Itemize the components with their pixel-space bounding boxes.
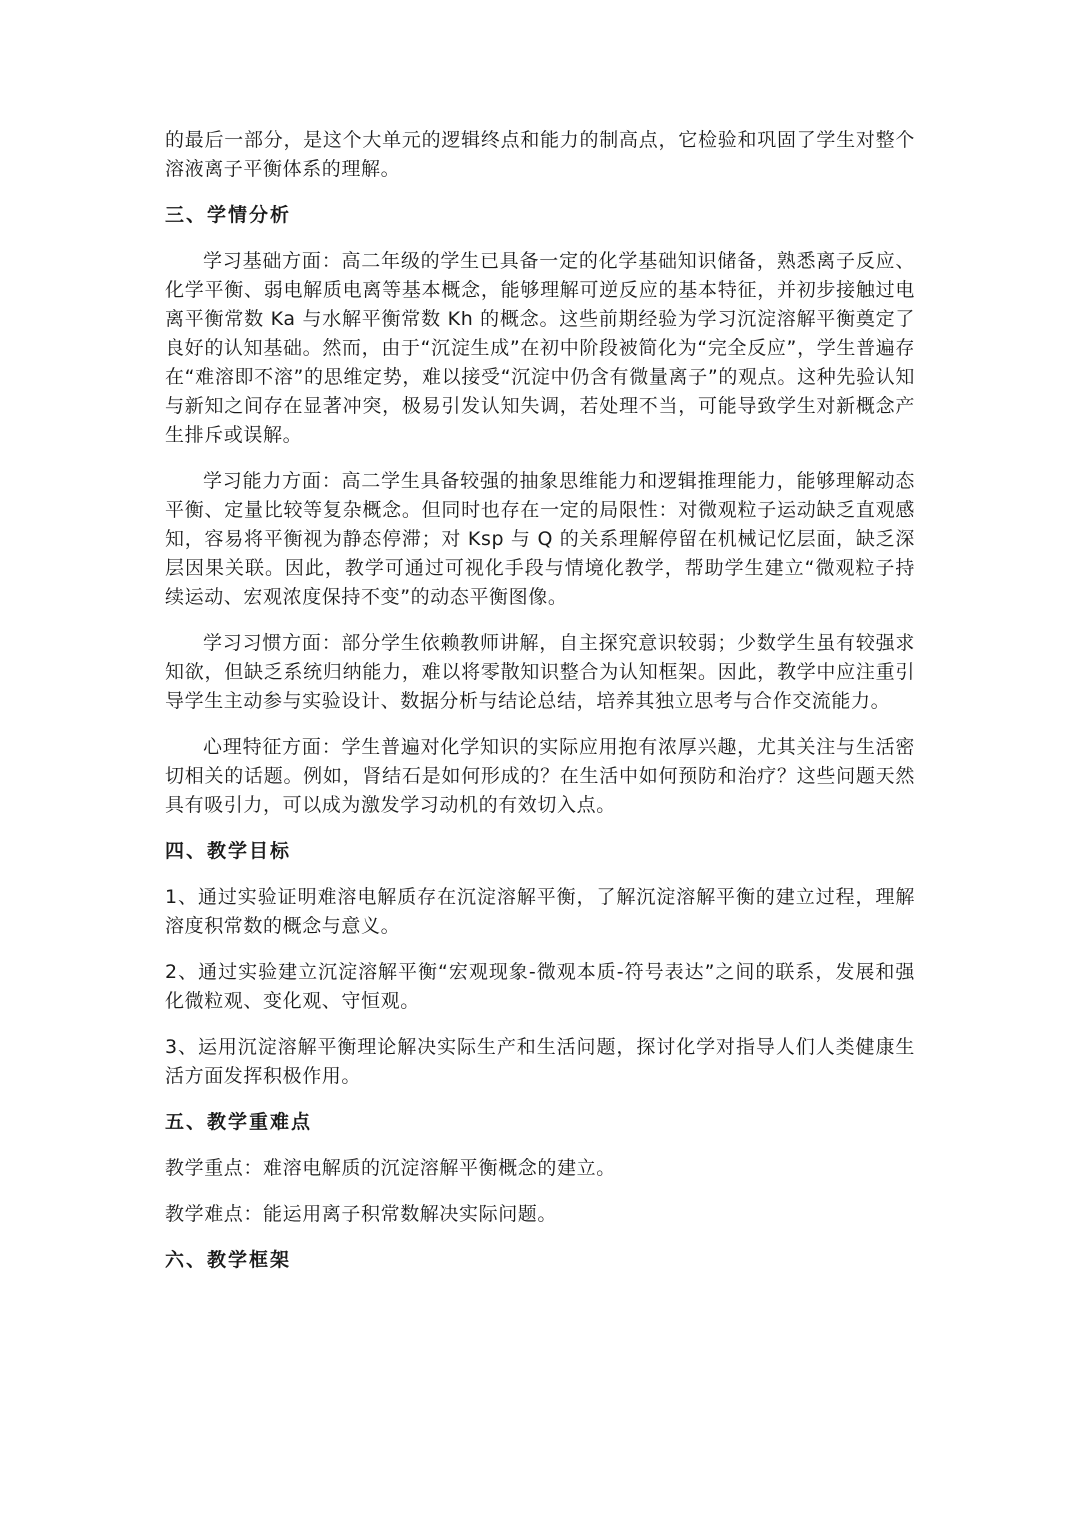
objective-item-1: 1、通过实验证明难溶电解质存在沉淀溶解平衡，了解沉淀溶解平衡的建立过程，理解溶度积常数的概念与意义。: [165, 886, 915, 937]
paragraph-learning-ability: 学习能力方面：高二学生具备较强的抽象思维能力和逻辑推理能力，能够理解动态平衡、定量比较等复杂概念。但同时也存在一定的局限性：对微观粒子运动缺乏直观感知，容易将平衡视为静态停滞；对 Ksp 与 Q 的关系理解停留在机械记忆层面，缺乏深层因果关联。因此，教学可通过可视化手段与情境化教学，帮助学生建立“微观粒子持续运动、宏观浓度保持不变”的动态平衡图像。: [165, 470, 915, 608]
teaching-key-point: 教学重点：难溶电解质的沉淀溶解平衡概念的建立。: [165, 1157, 616, 1179]
objective-item-3: 3、运用沉淀溶解平衡理论解决实际生产和生活问题，探讨化学对指导人们人类健康生活方面发挥积极作用。: [165, 1036, 915, 1087]
section-heading-key-difficult-points: 五、教学重难点: [165, 1111, 313, 1133]
paragraph-learning-habits: 学习习惯方面：部分学生依赖教师讲解，自主探究意识较弱；少数学生虽有较强求知欲，但缺乏系统归纳能力，难以将零散知识整合为认知框架。因此，教学中应注重引导学生主动参与实验设计、数据分析与结论总结，培养其独立思考与合作交流能力。: [165, 632, 915, 712]
section-heading-teaching-objectives: 四、教学目标: [165, 840, 292, 862]
teaching-difficult-point: 教学难点：能运用离子积常数解决实际问题。: [165, 1203, 558, 1225]
section-heading-learning-analysis: 三、学情分析: [165, 204, 292, 226]
paragraph-learning-foundation: 学习基础方面：高二年级的学生已具备一定的化学基础知识储备，熟悉离子反应、化学平衡、弱电解质电离等基本概念，能够理解可逆反应的基本特征，并初步接触过电离平衡常数 Ka 与水解平衡常数 Kh 的概念。这些前期经验为学习沉淀溶解平衡奠定了良好的认知基础。然而，由于“沉淀生成”在初中阶段被简化为“完全反应”，学生普遍存在“难溶即不溶”的思维定势，难以接受“沉淀中仍含有微量离子”的观点。这种先验认知与新知之间存在显著冲突，极易引发认知失调，若处理不当，可能导致学生对新概念产生排斥或误解。: [165, 250, 915, 446]
intro-paragraph: 的最后一部分，是这个大单元的逻辑终点和能力的制高点，它检验和巩固了学生对整个溶液离子平衡体系的理解。: [165, 129, 915, 180]
objective-item-2: 2、通过实验建立沉淀溶解平衡“宏观现象-微观本质-符号表达”之间的联系，发展和强化微粒观、变化观、守恒观。: [165, 961, 915, 1012]
section-heading-teaching-framework: 六、教学框架: [165, 1249, 292, 1271]
paragraph-psychological-traits: 心理特征方面：学生普遍对化学知识的实际应用抱有浓厚兴趣，尤其关注与生活密切相关的话题。例如，肾结石是如何形成的？在生活中如何预防和治疗？这些问题天然具有吸引力，可以成为激发学习动机的有效切入点。: [165, 736, 915, 816]
